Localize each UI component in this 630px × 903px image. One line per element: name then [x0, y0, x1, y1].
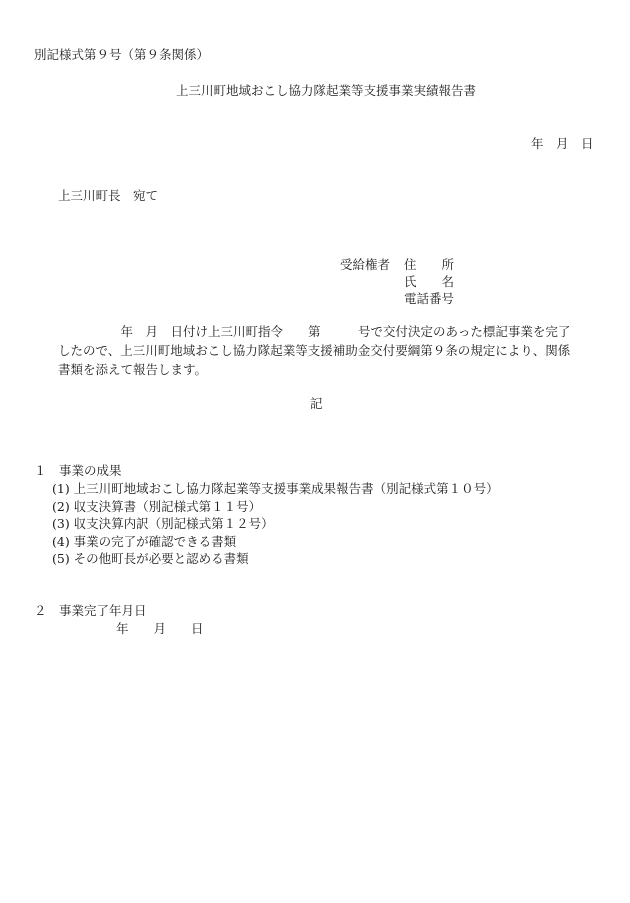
applicant-label: 受給権者	[340, 257, 391, 272]
section1-list	[52, 480, 499, 568]
list-item: (3) 収支決算内訳（別記様式第１２号）	[52, 516, 274, 531]
body-line: 書類を添えて報告します。	[58, 362, 208, 377]
list-item: (4) 事業の完了が確認できる書類	[52, 533, 237, 549]
ki-heading: 記	[310, 396, 323, 411]
body-line: したので、上三川町地域おこし協力隊起業等支援補助金交付要綱第９条の規定により、関係	[58, 343, 571, 358]
section1-heading: １ 事業の成果	[34, 463, 122, 478]
applicant-fields	[404, 256, 454, 307]
body-line: 年 月 日付け上三川町指令 第 号で交付決定のあった標記事業を完了	[58, 324, 571, 339]
list-item: (5) その他町長が必要と認める書類	[52, 551, 249, 566]
list-item: (2) 収支決算書（別記様式第１１号）	[52, 498, 262, 514]
applicant-phone-label: 電話番号	[404, 291, 455, 306]
completion-date: 年 月 日	[116, 621, 204, 636]
body-paragraph	[58, 322, 606, 379]
applicant-address-label: 住 所	[404, 257, 455, 272]
addressee: 上三川町長 宛て	[58, 188, 159, 203]
applicant-name-label: 氏 名	[404, 274, 455, 289]
list-item: (1) 上三川町地域おこし協力隊起業等支援事業成果報告書（別記様式第１０号）	[52, 481, 499, 496]
report-date: 年 月 日	[531, 136, 594, 151]
section2-heading: ２ 事業完了年月日	[34, 603, 147, 618]
document-title: 上三川町地域おこし協力隊起業等支援事業実績報告書	[176, 83, 477, 98]
form-number: 別記様式第９号（第９条関係）	[34, 47, 210, 62]
